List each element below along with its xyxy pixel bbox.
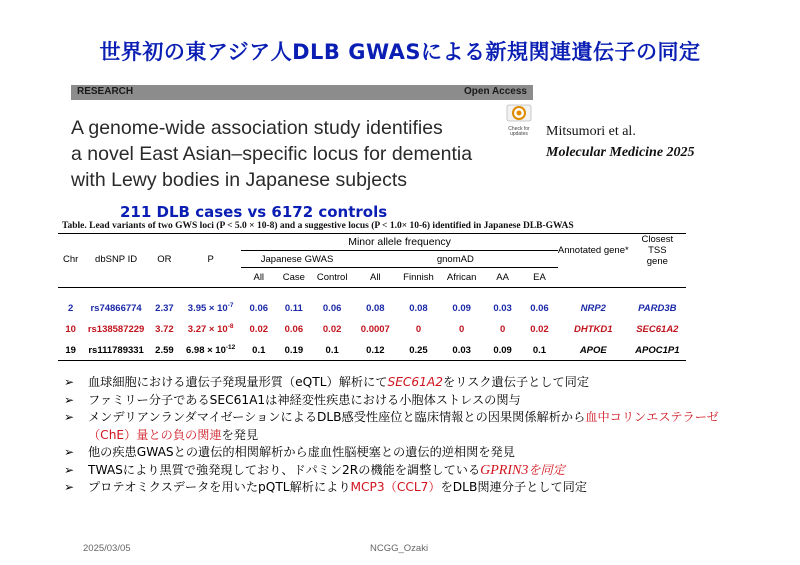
finding-item bbox=[62, 409, 752, 444]
cell-value: 0 bbox=[415, 324, 422, 335]
cell-value: 0.09 bbox=[452, 302, 471, 314]
closest-l1: Closest bbox=[641, 234, 674, 246]
p-base: 3.27 × 10 bbox=[187, 324, 228, 336]
cell-chr: 2 bbox=[68, 302, 74, 314]
finding-text: ファミリー分子であるSEC61A1は神経変性疾患における小胞体ストレスの関与 bbox=[88, 392, 521, 407]
cell-chr: 10 bbox=[65, 324, 76, 335]
arrow-bullet-icon: ➢ bbox=[64, 392, 75, 407]
japanese-gwas-header: Japanese GWAS bbox=[241, 251, 353, 268]
cell-or: 3.72 bbox=[155, 324, 174, 335]
cell-p bbox=[180, 319, 241, 341]
journal-name: Molecular Medicine 2025 bbox=[546, 145, 695, 160]
finding-item bbox=[62, 479, 752, 497]
cell-value: 0.1 bbox=[325, 344, 339, 356]
closest-l2: TSS bbox=[648, 245, 667, 257]
badge-label: Check for updates bbox=[508, 126, 530, 137]
check-for-updates-icon bbox=[506, 104, 532, 122]
open-access-label: Open Access bbox=[464, 86, 527, 97]
dbsnp-header: dbSNP ID bbox=[95, 253, 138, 265]
arrow-bullet-icon: ➢ bbox=[64, 410, 75, 424]
gnomad-header: gnomAD bbox=[353, 251, 558, 268]
cell-value: 0.08 bbox=[366, 302, 385, 314]
cell-p bbox=[180, 298, 241, 319]
chr-header: Chr bbox=[63, 253, 79, 265]
cell-value: 0.12 bbox=[366, 344, 385, 356]
cell-snp: rs138587229 bbox=[87, 324, 145, 335]
cell-value: 0.06 bbox=[284, 324, 304, 335]
finding-text: 血球細胞における遺伝子発現量形質（eQTL）解析にて bbox=[88, 375, 388, 389]
table-row bbox=[58, 298, 686, 319]
p-base: 3.95 × 10 bbox=[187, 303, 228, 315]
cell-closest-gene: PARD3B bbox=[638, 302, 677, 314]
cell-value: 0.06 bbox=[249, 302, 269, 314]
sub-header: Case bbox=[282, 272, 305, 283]
finding-item bbox=[62, 444, 752, 462]
table-row bbox=[58, 319, 686, 341]
p-exp: -7 bbox=[227, 301, 234, 309]
finding-text: メンデリアンランダマイゼーションによるDLB感受性座位と臨床情報との因果関係解析から bbox=[88, 410, 586, 424]
p-exp: -12 bbox=[225, 344, 236, 352]
finding-item bbox=[62, 392, 752, 410]
closest-l3: gene bbox=[646, 256, 668, 268]
sub-header: All bbox=[253, 272, 265, 283]
finding-text: を発見 bbox=[221, 427, 259, 442]
cell-value: 0.02 bbox=[322, 324, 342, 335]
annotated-gene-header: Annotated gene* bbox=[557, 245, 629, 257]
cell-value: 0.1 bbox=[532, 344, 547, 356]
p-exp: -8 bbox=[227, 323, 234, 331]
cell-snp: rs111789331 bbox=[88, 344, 144, 356]
cell-value: 0.06 bbox=[530, 302, 549, 314]
cell-value: 0.06 bbox=[322, 302, 342, 314]
arrow-bullet-icon: ➢ bbox=[64, 375, 75, 389]
arrow-bullet-icon: ➢ bbox=[64, 462, 75, 477]
slide-title: 世界初の東アジア人DLB GWASによる新規関連遺伝子の同定 bbox=[99, 40, 701, 64]
cell-value: 0.03 bbox=[452, 344, 471, 356]
sub-header: AA bbox=[496, 272, 509, 283]
cell-or: 2.37 bbox=[155, 302, 174, 314]
finding-text: TWASにより黒質で強発現しており、ドパミン2Rの機能を調整している bbox=[88, 462, 481, 477]
cell-value: 0.0007 bbox=[360, 324, 390, 335]
table-caption: Table. Lead variants of two GWS loci (P < 5.0 × 10-8) and a suggestive locus (P < 1.0× 10-6) identified in Japanese DLB-GWAS bbox=[62, 221, 574, 231]
or-header: OR bbox=[157, 253, 172, 265]
paper-title-line: with Lewy bodies in Japanese subjects bbox=[71, 169, 408, 191]
cell-value: 0.02 bbox=[249, 324, 269, 335]
finding-highlight: MCP3（CCL7） bbox=[350, 480, 441, 494]
cell-value: 0.25 bbox=[409, 344, 428, 356]
finding-item bbox=[62, 374, 752, 392]
finding-highlight: 血中コリンエステラーゼ（ChE）量との負の関連 bbox=[88, 410, 719, 442]
finding-item bbox=[62, 462, 752, 480]
cell-value: 0.08 bbox=[409, 302, 428, 314]
journal-section-bar bbox=[71, 85, 533, 100]
cell-value: 0.19 bbox=[284, 344, 304, 356]
cell-annotated-gene: NRP2 bbox=[580, 302, 606, 314]
sub-header: Control bbox=[316, 272, 348, 283]
closest-tss-header bbox=[629, 234, 686, 268]
footer-org: NCGG_Ozaki bbox=[370, 543, 429, 554]
paper-title-line: A genome-wide association study identifies bbox=[71, 117, 443, 139]
footer-date: 2025/03/05 bbox=[83, 543, 131, 554]
arrow-bullet-icon: ➢ bbox=[64, 445, 75, 459]
cell-closest-gene: SEC61A2 bbox=[636, 324, 679, 335]
paper-title bbox=[71, 115, 521, 193]
finding-highlight: を同定 bbox=[528, 462, 565, 477]
sub-header: African bbox=[446, 272, 477, 283]
cell-closest-gene: APOC1P1 bbox=[635, 344, 680, 356]
check-for-updates-badge[interactable] bbox=[506, 104, 532, 137]
finding-text: プロテオミクスデータを用いたpQTL解析により bbox=[88, 480, 351, 494]
cell-value: 0.02 bbox=[530, 324, 549, 335]
cell-value: 0 bbox=[499, 324, 506, 335]
cell-or: 2.59 bbox=[155, 344, 174, 356]
sub-header: EA bbox=[533, 272, 546, 283]
cell-value: 0.09 bbox=[493, 344, 512, 356]
cell-annotated-gene: DHTKD1 bbox=[574, 324, 613, 335]
maf-header: Minor allele frequency bbox=[241, 234, 558, 251]
cell-annotated-gene: APOE bbox=[579, 344, 607, 356]
finding-highlight: GPRIN3 bbox=[480, 462, 529, 478]
findings-list bbox=[62, 374, 752, 497]
finding-text: 他の疾患GWASとの遺伝的相関解析から虚血性脳梗塞との遺伝的逆相関を発見 bbox=[88, 445, 515, 459]
variant-table bbox=[58, 233, 686, 361]
arrow-bullet-icon: ➢ bbox=[64, 480, 75, 494]
paper-title-line: a novel East Asian–specific locus for dementia bbox=[71, 143, 473, 165]
cell-chr: 19 bbox=[65, 344, 76, 356]
cell-snp: rs74866774 bbox=[90, 302, 142, 314]
cell-p bbox=[180, 341, 241, 361]
cell-value: 0.03 bbox=[493, 302, 512, 314]
cell-value: 0 bbox=[459, 324, 465, 335]
p-base: 6.98 × 10 bbox=[185, 345, 226, 357]
table-row bbox=[58, 341, 686, 361]
cases-summary: 211 DLB cases vs 6172 controls bbox=[120, 203, 388, 221]
section-label: RESEARCH bbox=[77, 86, 134, 97]
p-header: P bbox=[207, 253, 214, 265]
cell-value: 0.1 bbox=[252, 344, 266, 356]
finding-text: をリスク遺伝子として同定 bbox=[443, 375, 590, 389]
finding-highlight: SEC61A2 bbox=[387, 375, 443, 389]
sub-header: All bbox=[370, 272, 381, 283]
authors: Mitsumori et al. bbox=[546, 124, 636, 139]
finding-text: をDLB関連分子として同定 bbox=[440, 480, 588, 494]
cell-value: 0.11 bbox=[284, 302, 303, 314]
sub-header: Finnish bbox=[403, 272, 434, 283]
